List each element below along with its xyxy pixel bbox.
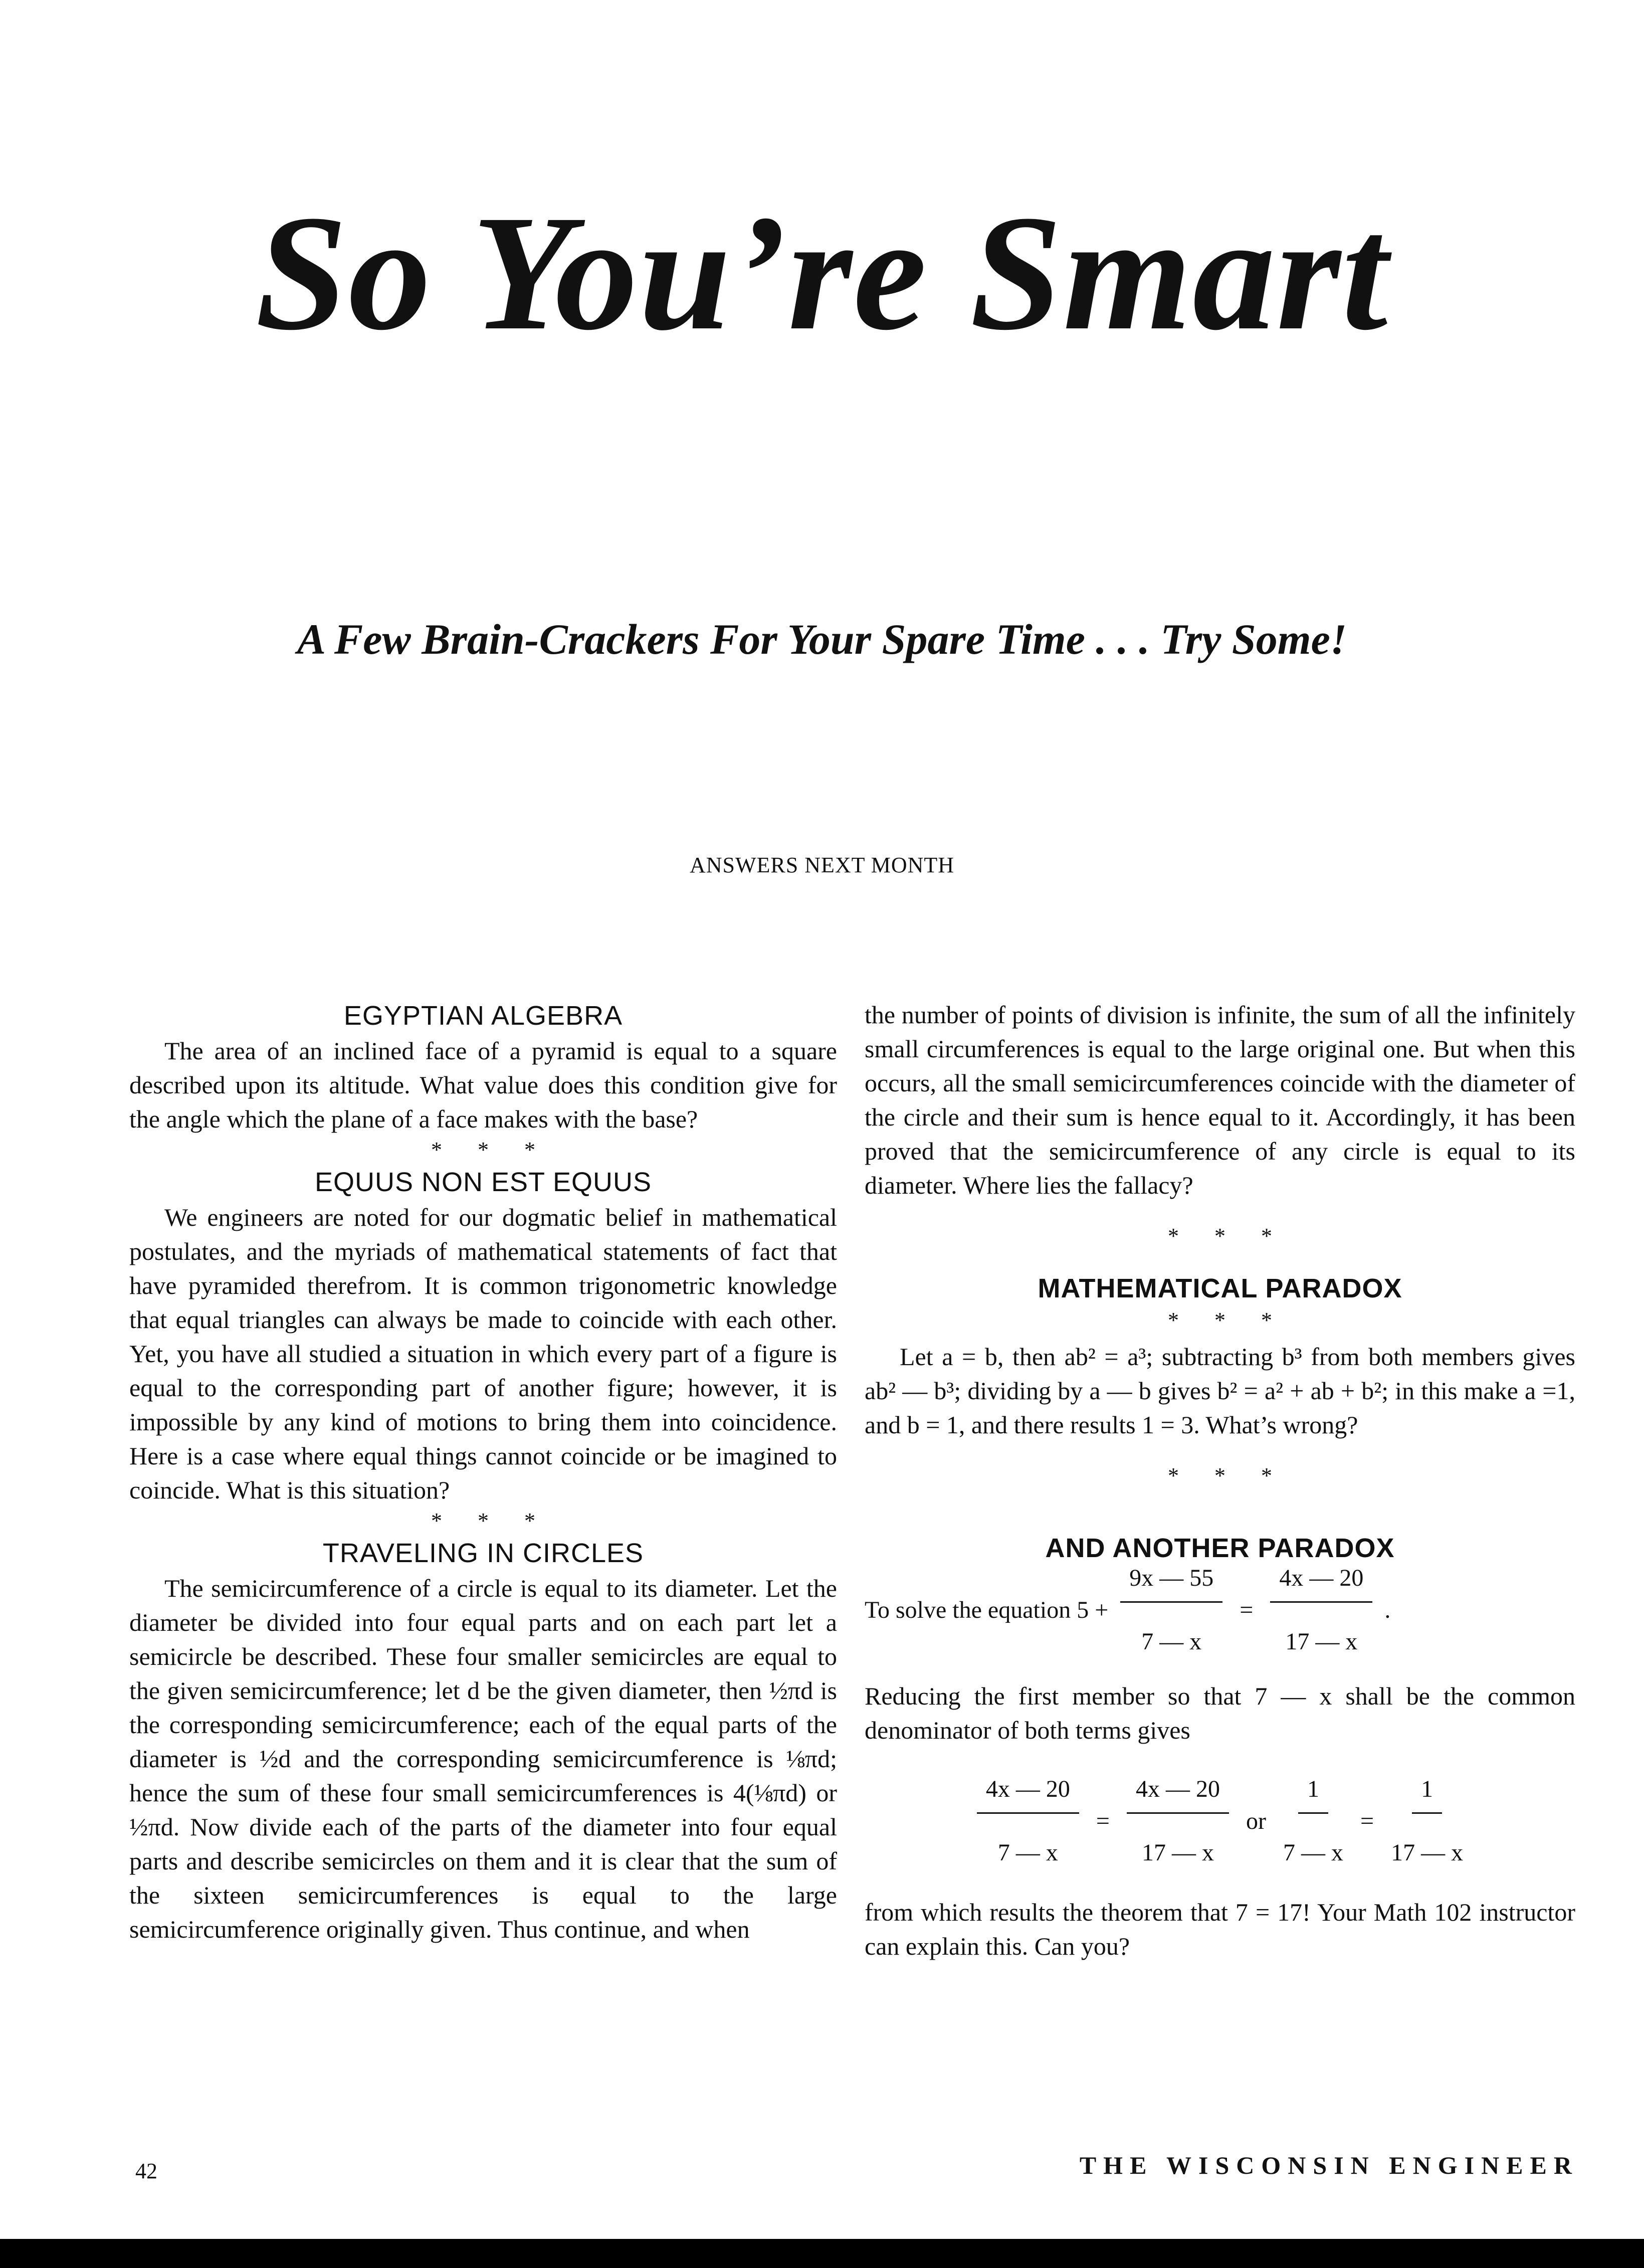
egyptian-algebra-heading: EGYPTIAN ALGEBRA [343, 1001, 623, 1031]
conclusion-text: from which results the theorem that 7 = 17! Your Math 102 instructor can explain this. Can you? [865, 1898, 1575, 1960]
fraction-numerator: 4x — 20 [977, 1772, 1079, 1814]
fraction-denominator: 7 — x [1283, 1839, 1343, 1866]
page-title: So You’re Smart [255, 181, 1389, 364]
equation-two [865, 1772, 1575, 1870]
mathematical-paradox-heading: MATHEMATICAL PARADOX [1038, 1273, 1402, 1303]
equus-heading: EQUUS NON EST EQUUS [314, 1167, 652, 1197]
equals-sign: = [1096, 1807, 1110, 1834]
another-paradox-heading: AND ANOTHER PARADOX [1045, 1533, 1395, 1563]
fraction-numerator: 4x — 20 [1270, 1561, 1372, 1603]
fraction [1127, 1772, 1229, 1870]
fraction-numerator: 1 [1298, 1772, 1328, 1814]
fraction-denominator: 17 — x [1142, 1839, 1214, 1866]
right-column [865, 998, 1575, 1963]
fraction-denominator: 17 — x [1285, 1628, 1358, 1655]
fraction [1120, 1561, 1222, 1659]
fraction [1270, 1561, 1372, 1659]
fraction-denominator: 7 — x [1141, 1628, 1202, 1655]
fraction-denominator: 17 — x [1391, 1839, 1464, 1866]
page-number: 42 [135, 2159, 157, 2183]
traveling-in-circles-body: The semicircumference of a circle is equal to its diameter. Let the diameter be divided into four equal parts and on each part let a semicircle be described. These four smaller semicircles are equal to the given semicircumference; let d be the given diameter, then ½πd is the corresponding semicircumference; each of the equal parts of the diameter is ½d and the corresponding semicircumference is ⅛πd; hence the sum of these four small semicircumferences is 4(⅛πd) or ½πd. Now divide each of the parts of the diameter into four equal parts and describe semicircles on them and it is clear that the sum of the sixteen semicircumferences is equal to the large semicircumference originally given. Thus continue, and when [129, 1574, 837, 1943]
fraction [1391, 1772, 1463, 1870]
equus-body: We engineers are noted for our dogmatic belief in mathematical postulates, and the myriads of mathematical statements of fact that have pyramided therefrom. It is common trigonometric knowledge that equal triangles can always be made to coincide with each other. Yet, you have all studied a situation in which every part of a figure is equal to the corresponding part of another figure; however, it is impossible by any kind of motions to bring them into coincidence. Here is a case where equal things cannot coincide or be imagined to coincide. What is this situation? [129, 1203, 837, 1504]
or-word: or [1246, 1807, 1266, 1834]
fraction-numerator: 4x — 20 [1127, 1772, 1229, 1814]
traveling-in-circles-continued: the number of points of division is infinite, the sum of all the infinitely small circumferences is equal to the large original one. But when this occurs, all the small semicircumferences coincide with the diameter of the circle and their sum is hence equal to it. Accordingly, it has been proved that the semicircumference of any circle is equal to its diameter. Where lies the fallacy? [865, 1001, 1575, 1199]
page-subtitle: A Few Brain-Crackers For Your Spare Time . . . Try Some! [297, 615, 1347, 663]
egyptian-algebra-body: The area of an inclined face of a pyramid is equal to a square described upon its altitude. What value does this condition give for the angle which the plane of a face makes with the base? [129, 1037, 837, 1133]
equation-intro: To solve the equation 5 + [865, 1596, 1109, 1623]
left-column [129, 998, 837, 1946]
section-separator: * * * [431, 1138, 535, 1162]
answers-note: ANSWERS NEXT MONTH [689, 853, 955, 877]
fraction [1283, 1772, 1343, 1870]
section-separator: * * * [1168, 1224, 1272, 1248]
section-separator: * * * [1168, 1463, 1272, 1488]
period: . [1384, 1596, 1391, 1623]
section-separator: * * * [431, 1508, 535, 1533]
equals-sign: = [1360, 1807, 1374, 1834]
section-separator: * * * [1168, 1308, 1272, 1333]
magazine-name: THE WISCONSIN ENGINEER [1079, 2151, 1579, 2179]
fraction-numerator: 9x — 55 [1120, 1561, 1222, 1603]
fraction-numerator: 1 [1412, 1772, 1442, 1814]
traveling-in-circles-heading: TRAVELING IN CIRCLES [322, 1538, 644, 1568]
equals-sign: = [1240, 1596, 1254, 1623]
fraction-denominator: 7 — x [997, 1839, 1058, 1866]
mathematical-paradox-body: Let a = b, then ab² = a³; subtracting b³ from both members gives ab² — b³; dividing by a — b gives b² = a² + ab + b²; in this make a =1, and b = 1, and there results 1 = 3. What’s wrong? [865, 1343, 1575, 1439]
equation-one [865, 1561, 1575, 1659]
reducing-text: Reducing the first member so that 7 — x shall be the common denominator of both terms gives [865, 1682, 1575, 1744]
fraction [977, 1772, 1079, 1870]
bottom-border [0, 2239, 1644, 2268]
